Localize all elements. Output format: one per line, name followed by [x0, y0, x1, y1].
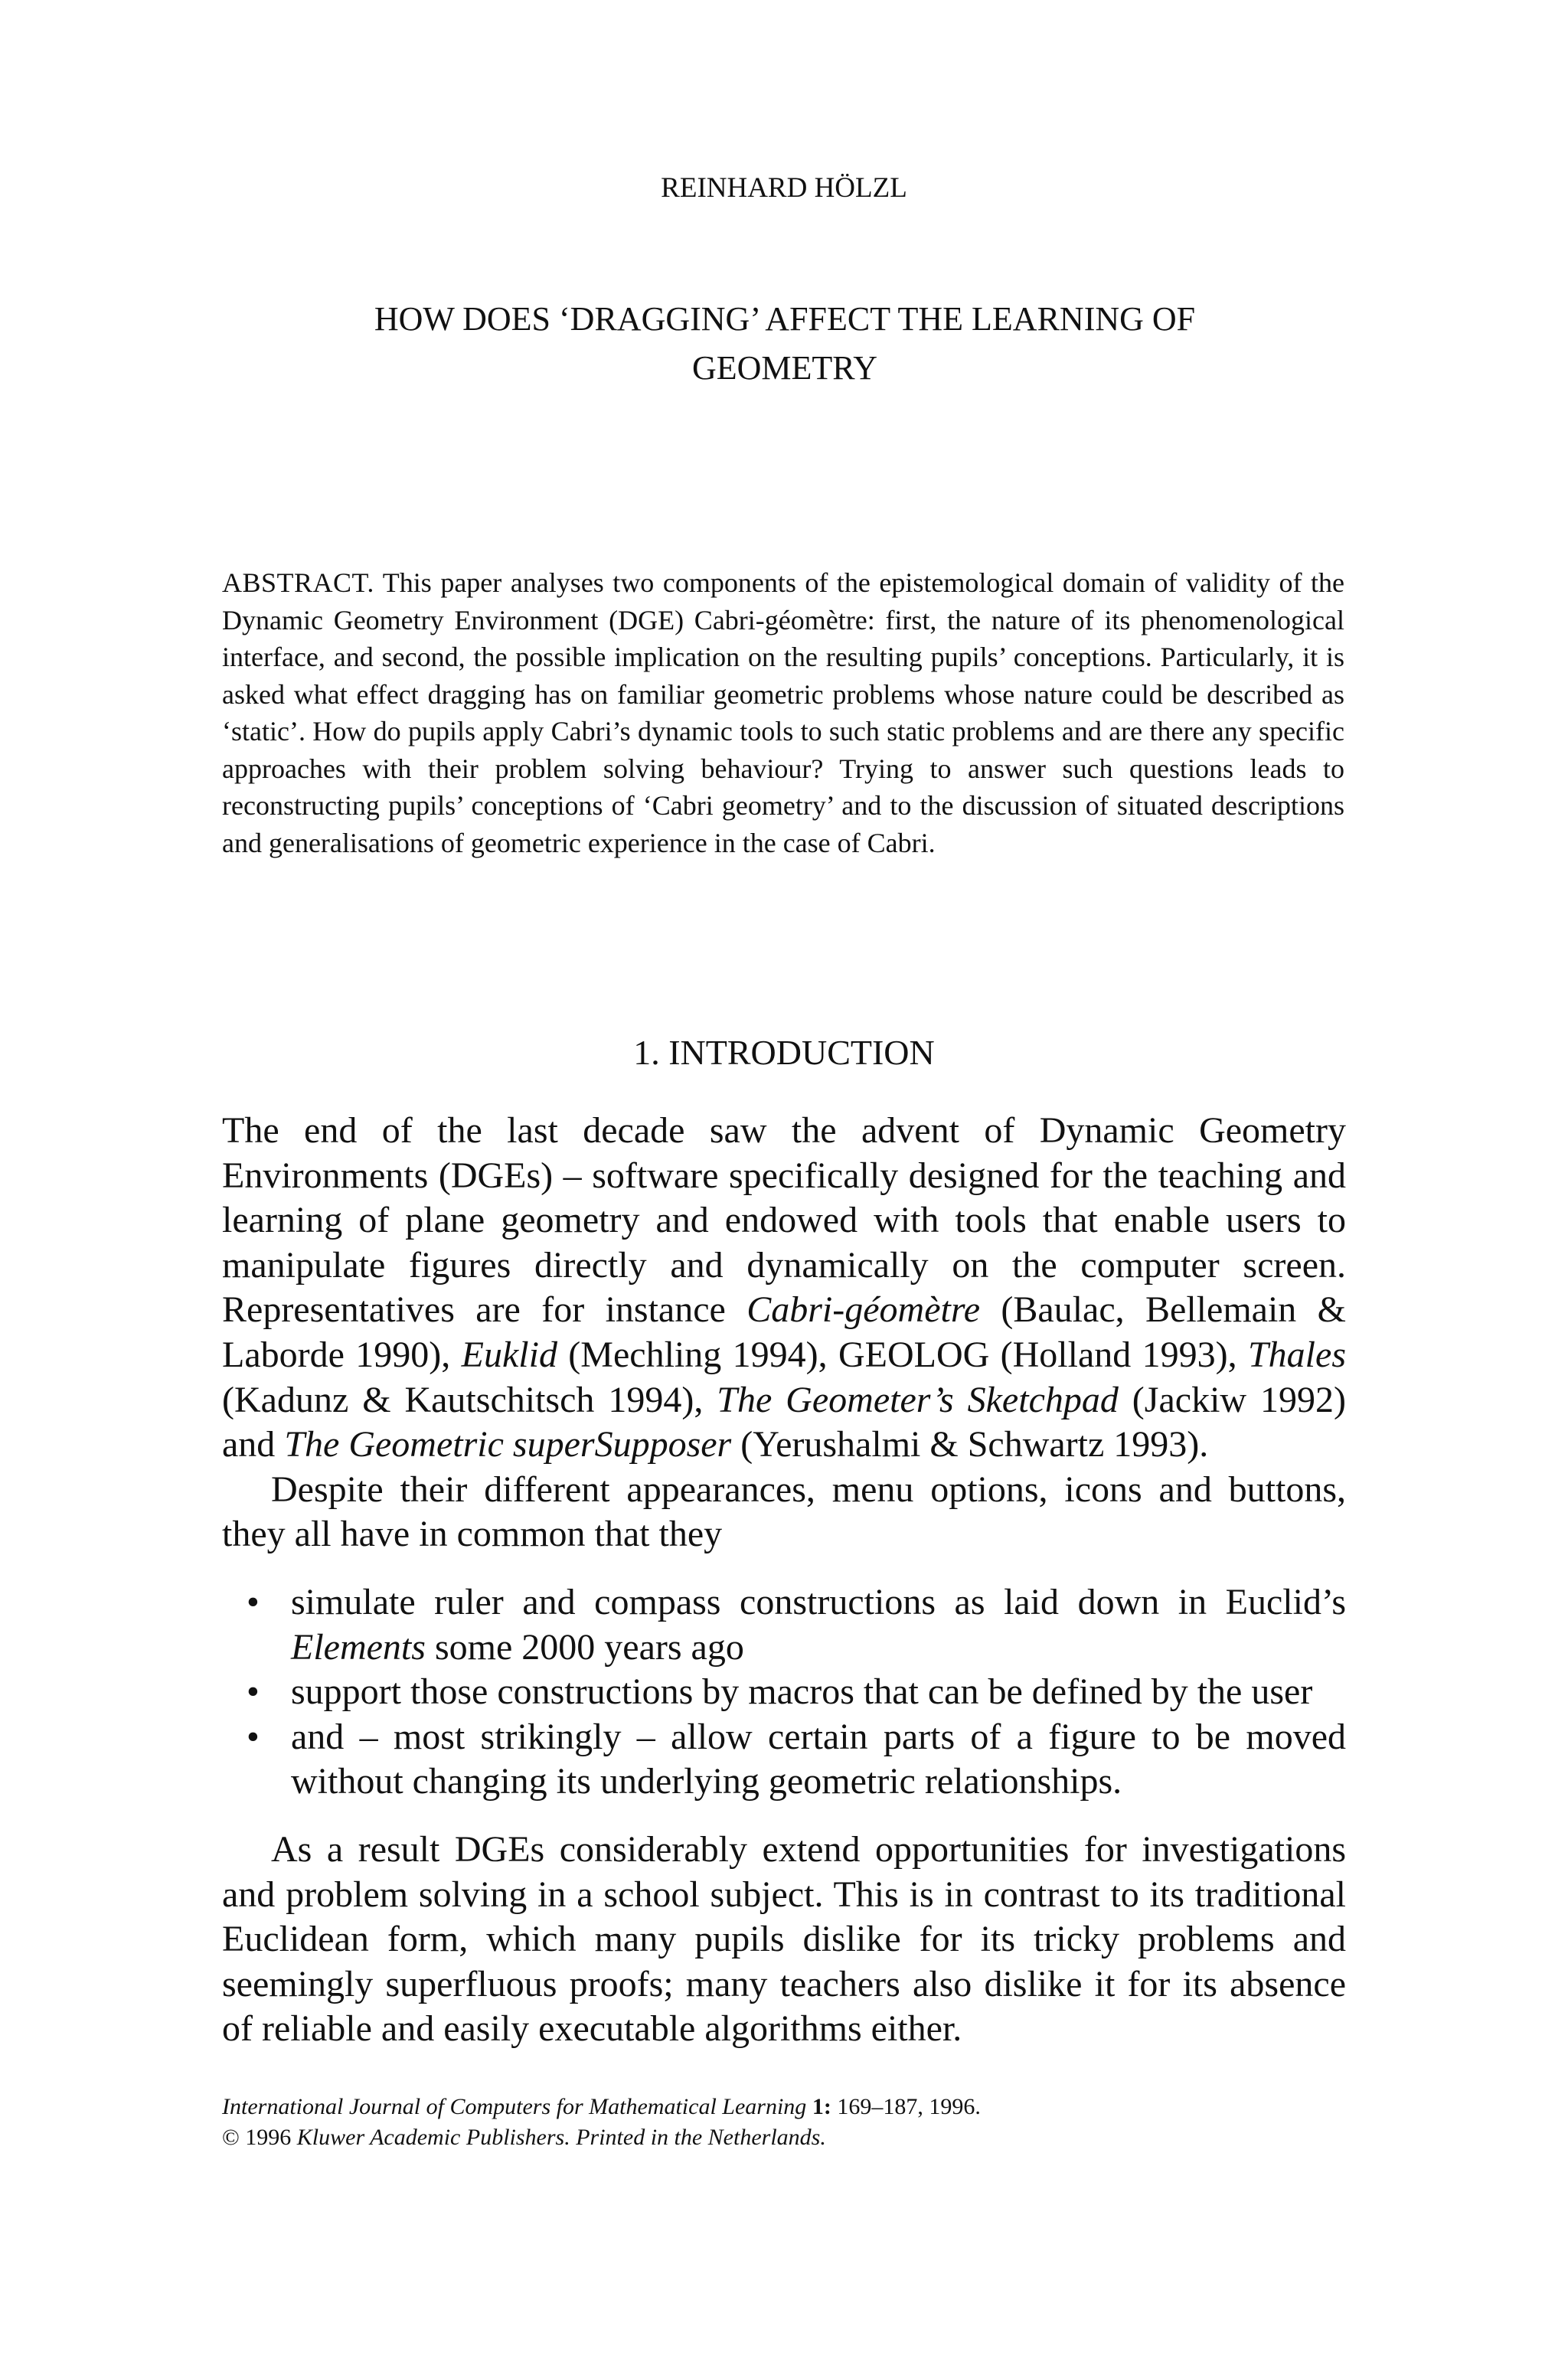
p1-cabri: Cabri-géomètre	[746, 1289, 981, 1331]
author-name: REINHARD HÖLZL	[661, 172, 907, 204]
abstract	[222, 564, 1344, 861]
bullet1-elements: Elements	[291, 1626, 426, 1668]
journal-name: International Journal of Computers for Mathematical Learning	[222, 2094, 807, 2119]
journal-pages: 169–187, 1996.	[831, 2094, 981, 2119]
copyright-icon: ©	[222, 2125, 240, 2150]
p1-sketchpad: The Geometer’s Sketchpad	[717, 1379, 1119, 1420]
abstract-label: ABSTRACT.	[222, 567, 374, 598]
bullet2-text: support those constructions by macros that can be defined by the user	[291, 1671, 1313, 1713]
bullet-item-1	[247, 1580, 1346, 1670]
p1-euklid: Euklid	[461, 1334, 557, 1375]
paragraph-1	[222, 1109, 1346, 1468]
bullet-icon: •	[247, 1716, 260, 1757]
abstract-text: This paper analyses two components of the epistemological domain of validity of the Dynamic Geometry Environment (DGE) Cabri-géomètre: first, the nature of its phenomenological interface, and second, the possible implication on the resulting pupils’ conceptions. Particularly, it is asked what effect dragging has on familiar geometric problems whose nature could be described as ‘static’. How do pupils apply Cabri’s dynamic tools to such static problems and are there any specific approaches with their problem solving behaviour? Trying to answer such questions leads to reconstructing pupils’ conceptions of ‘Cabri geometry’ and to the discussion of situated descriptions and generalisations of geometric experience in the case of Cabri.	[222, 567, 1344, 858]
bullet1-text-b: some 2000 years ago	[425, 1626, 744, 1668]
copyright-year: 1996	[239, 2125, 297, 2150]
publisher-note: Kluwer Academic Publishers. Printed in the Netherlands.	[296, 2125, 826, 2150]
bullet-icon: •	[247, 1671, 260, 1713]
journal-line	[222, 2092, 1346, 2122]
section-heading: 1. INTRODUCTION	[633, 1033, 935, 1072]
bullet-list	[222, 1580, 1346, 1805]
p1-text-d: (Kadunz & Kautschitsch 1994),	[222, 1379, 717, 1420]
p1-text-e: (Jackiw 1992) and	[222, 1379, 1346, 1465]
bullet1-text-a: simulate ruler and compass constructions as laid down in Euclid’s	[291, 1581, 1346, 1622]
bullet3-text: and – most strikingly – allow certain parts of a figure to be moved without changing its underlying geometric relationships.	[291, 1716, 1346, 1802]
p1-supposer: The Geometric superSupposer	[284, 1424, 732, 1465]
footer-citation	[222, 2092, 1346, 2153]
paragraph-2: Despite their different appearances, menu options, icons and buttons, they all have in common that they	[222, 1468, 1346, 1555]
p1-thales: Thales	[1247, 1334, 1346, 1375]
body-text	[222, 1109, 1346, 2052]
p1-text-b: (Baulac, Bellemain & Laborde 1990),	[222, 1289, 1347, 1375]
p1-text-f: (Yerushalmi & Schwartz 1993).	[731, 1424, 1209, 1465]
bullet-icon: •	[247, 1581, 260, 1622]
p1-text-a: The end of the last decade saw the advent of Dynamic Geometry Environments (DGEs) – software specifically designed for the teaching and learning of plane geometry and endowed with tools that enable users to manipulate figures directly and dynamically on the computer screen. Representatives are for instance	[222, 1110, 1346, 1331]
p1-text-c: (Mechling 1994), GEOLOG (Holland 1993),	[557, 1334, 1248, 1375]
copyright-line	[222, 2122, 1346, 2153]
bullet-item-2	[247, 1670, 1346, 1715]
paragraph-3: As a result DGEs considerably extend opportunities for investigations and problem solving in a school subject. This is in contrast to its traditional Euclidean form, which many pupils dislike for its tricky problems and seemingly superfluous proofs; many teachers also dislike it for its absence of reliable and easily executable algorithms either.	[222, 1828, 1346, 2050]
paper-title: HOW DOES ‘DRAGGING’ AFFECT THE LEARNING OF GEOMETRY	[374, 300, 1196, 387]
bullet-item-3	[247, 1715, 1346, 1805]
journal-volume: 1:	[812, 2094, 831, 2119]
